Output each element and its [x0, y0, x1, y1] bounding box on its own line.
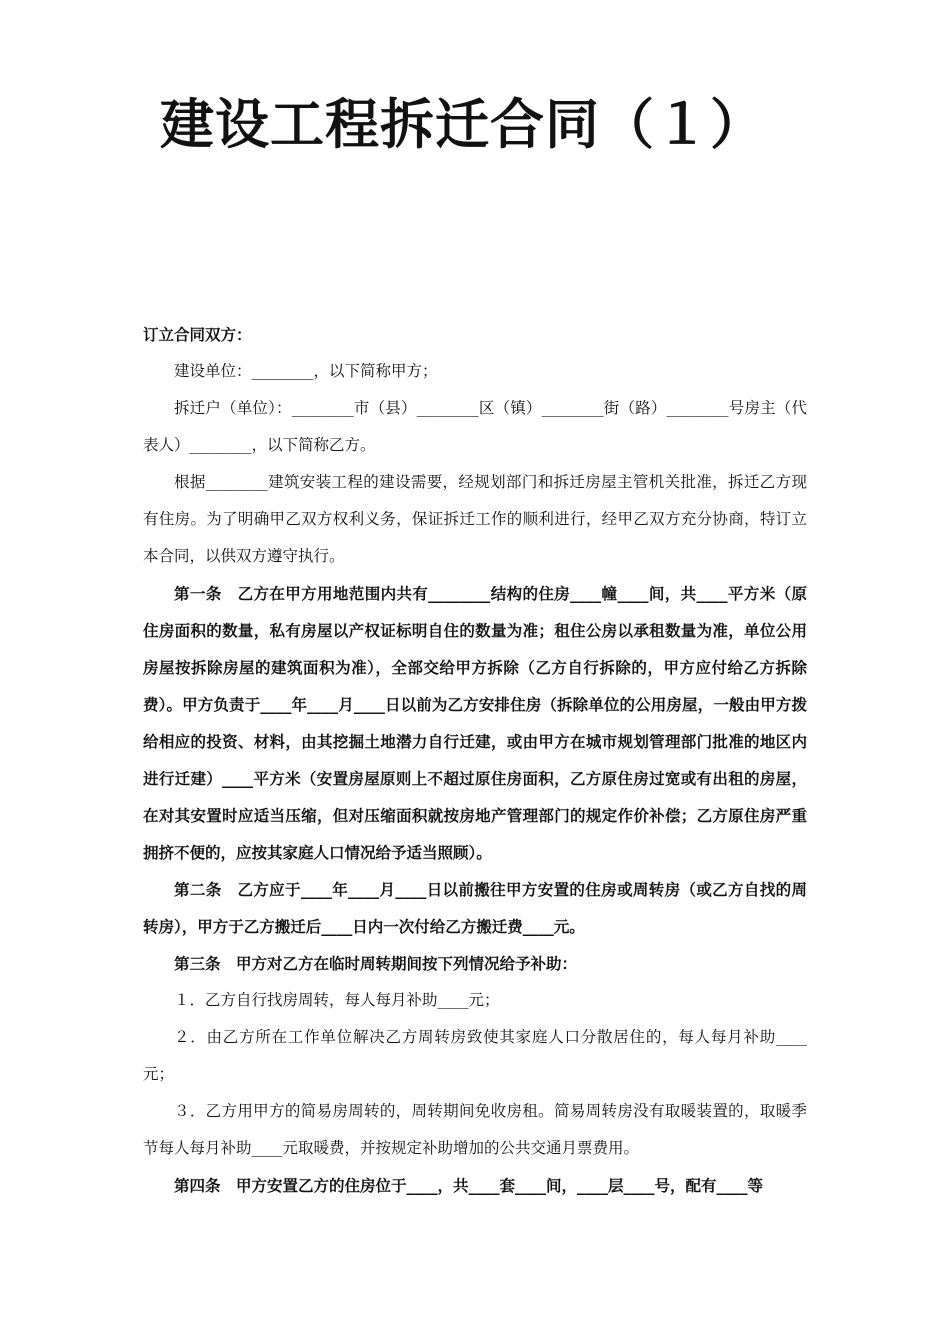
article-4: 第四条 甲方安置乙方的住房位于____，共____套____间，____层____号，配有____等: [174, 1176, 764, 1195]
article-1: 第一条 乙方在甲方用地范围内共有________结构的住房____幢____间，共____平方米（原住房面积的数量，私有房屋以产权证标明自住的数量为准；租住公房以承租数量为准，单位公用房屋按拆除房屋的建筑面积为准），全部交给甲方拆除（乙方自行拆除的，甲方应付给乙方拆除费）。甲方负责于____年____月____日以前为乙方安排住房（拆除单位的公用房屋，一般由甲方拨给相应的投资、材料，由其挖掘土地潜力自行迁建，或由甲方在城市规划管理部门批准的地区内进行迁建）____平方米（安置房屋原则上不超过原住房面积，乙方原住房过宽或有出租的房屋，在对其安置时应适当压缩，但对压缩面积就按房地产管理部门的规定作价补偿；乙方原住房严重拥挤不便的，应按其家庭人口情况给予适当照顾）。: [143, 584, 807, 862]
parties-heading: 订立合同双方：: [143, 325, 252, 344]
document-title: 建设工程拆迁合同（１）: [160, 92, 765, 156]
preamble-paragraph: 根据________建筑安装工程的建设需要，经规划部门和拆迁房屋主管机关批准，拆迁乙方现有住房。为了明确甲乙双方权利义务，保证拆迁工作的顺利进行，经甲乙双方充分协商，特订立本合同，以供双方遵守执行。: [143, 473, 807, 565]
party-b-line: 拆迁户（单位）：________市（县）________区（镇）________街（路）________号房主（代表人）________，以下简称乙方。: [143, 399, 807, 454]
article-3-item-1: １．乙方自行找房周转，每人每月补助____元；: [174, 991, 500, 1009]
party-a-line: 建设单位：________，以下简称甲方；: [174, 362, 438, 380]
article-3: 第三条 甲方对乙方在临时周转期间按下列情况给予补助：: [174, 954, 578, 973]
article-3-item-2: ２．由乙方所在工作单位解决乙方周转房致使其家庭人口分散居住的，每人每月补助____元；: [143, 1028, 807, 1083]
contract-body: [143, 316, 807, 1204]
article-3-item-3: ３．乙方用甲方的简易房周转的，周转期间免收房租。简易周转房没有取暖装置的，取暖季节每人每月补助____元取暖费，并按规定补助增加的公共交通月票费用。: [143, 1102, 807, 1157]
article-2: 第二条 乙方应于____年____月____日以前搬往甲方安置的住房或周转房（或乙方自找的周转房），甲方于乙方搬迁后____日内一次付给乙方搬迁费____元。: [143, 880, 807, 936]
